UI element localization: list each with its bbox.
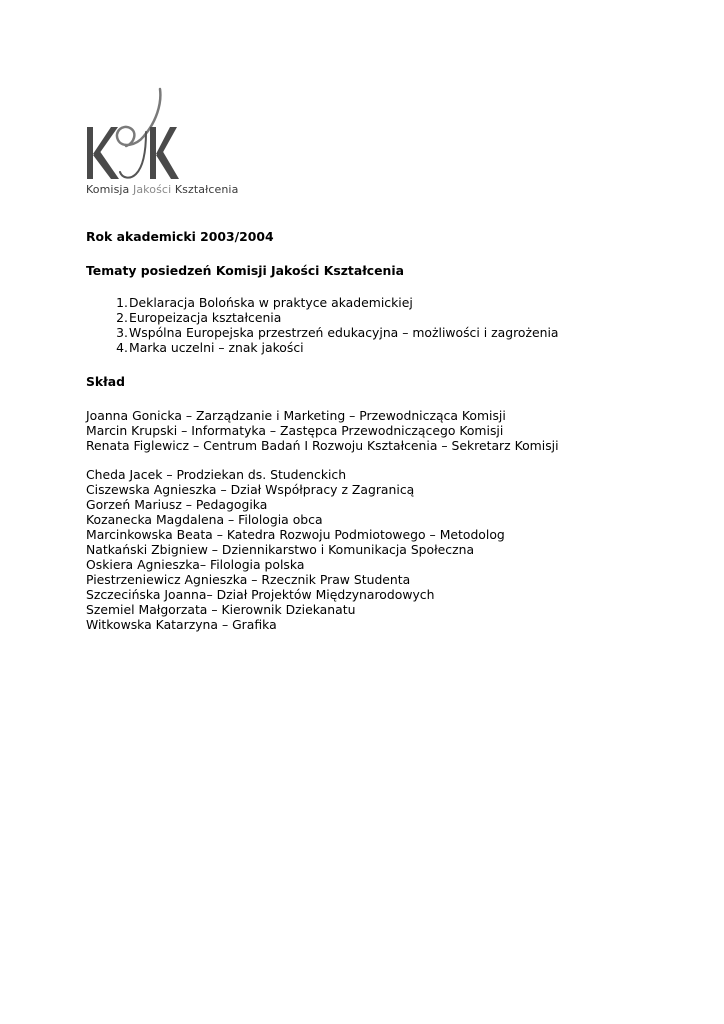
leadership-item: Marcin Krupski – Informatyka – Zastępca Przewodniczącego Komisji: [86, 423, 504, 438]
topics-list: [86, 295, 686, 355]
logo-caption: Komisja Jakości Kształcenia: [86, 183, 239, 196]
member-item: Natkański Zbigniew – Dziennikarstwo i Komunikacja Społeczna: [86, 542, 475, 557]
member-item: Oskiera Agnieszka– Filologia polska: [86, 557, 305, 572]
member-item: Witkowska Katarzyna – Grafika: [86, 617, 277, 632]
members-list: [86, 467, 686, 632]
member-item: Cheda Jacek – Prodziekan ds. Studenckich: [86, 467, 347, 482]
member-item: Gorzeń Mariusz – Pedagogika: [86, 497, 268, 512]
leadership-item: Renata Figlewicz – Centrum Badań I Rozwoju Kształcenia – Sekretarz Komisji: [86, 438, 559, 453]
member-item: Piestrzeniewicz Agnieszka – Rzecznik Praw Studenta: [86, 572, 411, 587]
topic-item: 1. Deklaracja Bolońska w praktyce akademickiej: [116, 295, 413, 310]
document-body: [86, 229, 686, 632]
leadership-list: [86, 408, 686, 453]
member-item: Szemiel Małgorzata – Kierownik Dziekanatu: [86, 602, 356, 617]
leadership-item: Joanna Gonicka – Zarządzanie i Marketing – Przewodnicząca Komisji: [86, 408, 506, 423]
member-item: Kozanecka Magdalena – Filologia obca: [86, 512, 323, 527]
composition-heading: Skład: [86, 374, 125, 389]
topics-heading: Tematy posiedzeń Komisji Jakości Kształcenia: [86, 263, 404, 278]
member-item: Marcinkowska Beata – Katedra Rozwoju Podmiotowego – Metodolog: [86, 527, 505, 542]
topic-item: 2. Europeizacja kształcenia: [116, 310, 282, 325]
kjk-logo: [84, 84, 254, 200]
member-item: Szczecińska Joanna– Dział Projektów Międzynarodowych: [86, 587, 435, 602]
topic-item: 4. Marka uczelni – znak jakości: [116, 340, 304, 355]
member-item: Ciszewska Agnieszka – Dział Współpracy z Zagranicą: [86, 482, 415, 497]
topic-item: 3. Wspólna Europejska przestrzeń edukacyjna – możliwości i zagrożenia: [116, 325, 559, 340]
spacer: [86, 453, 686, 467]
academic-year-heading: Rok akademicki 2003/2004: [86, 229, 274, 244]
kjk-logo-mark: [84, 84, 254, 184]
